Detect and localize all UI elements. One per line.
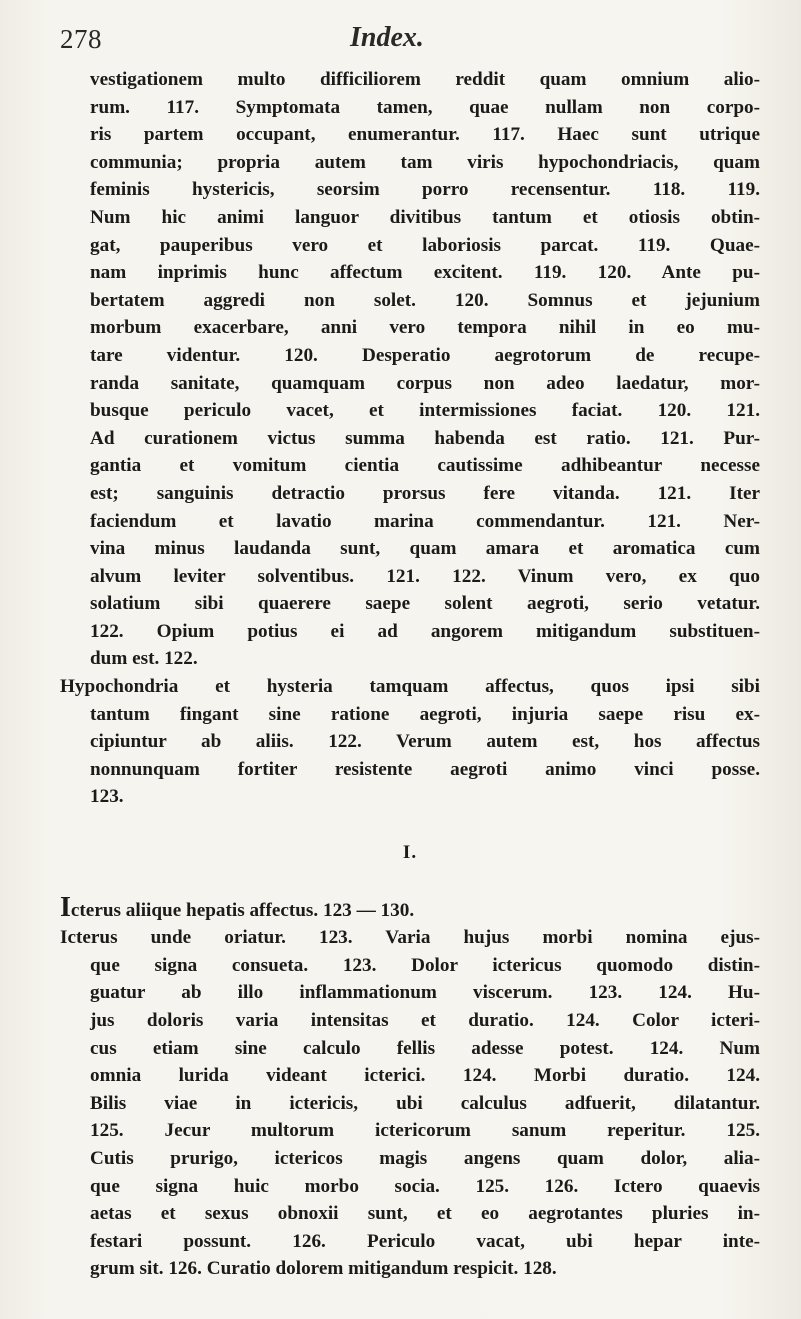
text-line: Num hic animi languor divitibus tantum et otiosis obtin- (90, 206, 760, 228)
initial-letter: I (60, 891, 71, 923)
text-line: festari possunt. 126. Periculo vacat, ubi hepar inte- (90, 1230, 760, 1252)
text-line: grum sit. 126. Curatio dolorem mitigandum respicit. 128. (90, 1258, 557, 1280)
text-line: Ad curationem victus summa habenda est ratio. 121. Pur- (90, 427, 760, 449)
text-line: 123. (90, 786, 124, 808)
entry-heading-line (60, 891, 760, 925)
entry-heading-text: cterus aliique hepatis affectus. 123 — 130. (70, 899, 415, 921)
text-line: vina minus laudanda sunt, quam amara et aromatica cum (90, 538, 760, 560)
text-line: nam inprimis hunc affectum excitent. 119. 120. Ante pu- (90, 262, 760, 284)
text-line: feminis hystericis, seorsim porro recensentur. 118. 119. (90, 179, 760, 201)
text-line: aetas et sexus obnoxii sunt, et eo aegrotantes pluries in- (90, 1203, 760, 1225)
text-line: alvum leviter solventibus. 121. 122. Vinum vero, ex quo (90, 565, 760, 587)
text-line: gat, pauperibus vero et laboriosis parcat. 119. Quae- (90, 234, 760, 256)
text-line: cipiuntur ab aliis. 122. Verum autem est, hos affectus (90, 731, 760, 753)
running-title: Index. (350, 22, 424, 53)
text-line: est; sanguinis detractio prorsus fere vitanda. 121. Iter (90, 482, 760, 504)
index-entry-hypochondria-continued (60, 66, 760, 673)
text-line: gantia et vomitum cientia cautissime adhibeantur necesse (90, 455, 760, 477)
text-line: dum est. 122. (90, 648, 198, 670)
index-entry-icterus (60, 891, 760, 1283)
text-line: guatur ab illo inflammationum viscerum. 123. 124. Hu- (90, 982, 760, 1004)
text-line: que signa huic morbo socia. 125. 126. Ictero quaevis (90, 1175, 760, 1197)
text-line: busque periculo vacet, et intermissiones faciat. 120. 121. (90, 400, 760, 422)
text-line: solatium sibi quaerere saepe solent aegroti, serio vetatur. (90, 593, 760, 615)
text-line: Icterus unde oriatur. 123. Varia hujus morbi nomina ejus- (60, 927, 760, 949)
text-line: Cutis prurigo, ictericos magis angens quam dolor, alia- (90, 1147, 760, 1169)
text-line: randa sanitate, quamquam corpus non adeo laedatur, mor- (90, 372, 760, 394)
text-line: omnia lurida videant icterici. 124. Morbi duratio. 124. (90, 1065, 760, 1087)
index-text (60, 66, 760, 1283)
text-line: Bilis viae in ictericis, ubi calculus adfuerit, dilatantur. (90, 1092, 760, 1114)
text-line: tantum fingant sine ratione aegroti, injuria saepe risu ex- (90, 703, 760, 725)
text-line: 125. Jecur multorum ictericorum sanum reperitur. 125. (90, 1120, 760, 1142)
section-heading: I. (402, 842, 418, 864)
index-entry-hypochondria-hysteria (60, 673, 760, 811)
text-line: jus doloris varia intensitas et duratio. 124. Color icteri- (90, 1010, 760, 1031)
page-header (60, 18, 760, 58)
text-line: que signa consueta. 123. Dolor ictericus quomodo distin- (90, 954, 760, 976)
text-line: rum. 117. Symptomata tamen, quae nullam non corpo- (90, 96, 760, 118)
text-line: cus etiam sine calculo fellis adesse potest. 124. Num (90, 1037, 760, 1059)
text-line: Hypochondria et hysteria tamquam affectus, quos ipsi sibi (60, 676, 760, 698)
text-line: tare videntur. 120. Desperatio aegrotorum de recupe- (90, 344, 760, 366)
page-number: 278 (60, 24, 102, 54)
text-line: nonnunquam fortiter resistente aegroti animo vinci posse. (90, 758, 760, 780)
text-line: 122. Opium potius ei ad angorem mitigandum substituen- (90, 620, 760, 642)
text-line: vestigationem multo difficiliorem reddit quam omnium alio- (90, 69, 760, 90)
text-line: morbum exacerbare, anni vero tempora nihil in eo mu- (90, 317, 760, 339)
text-line: bertatem aggredi non solet. 120. Somnus et jejunium (90, 289, 760, 311)
text-line: faciendum et lavatio marina commendantur. 121. Ner- (90, 510, 760, 532)
text-line: communia; propria autem tam viris hypochondriacis, quam (90, 151, 760, 173)
text-line: ris partem occupant, enumerantur. 117. Haec sunt utrique (90, 124, 760, 146)
